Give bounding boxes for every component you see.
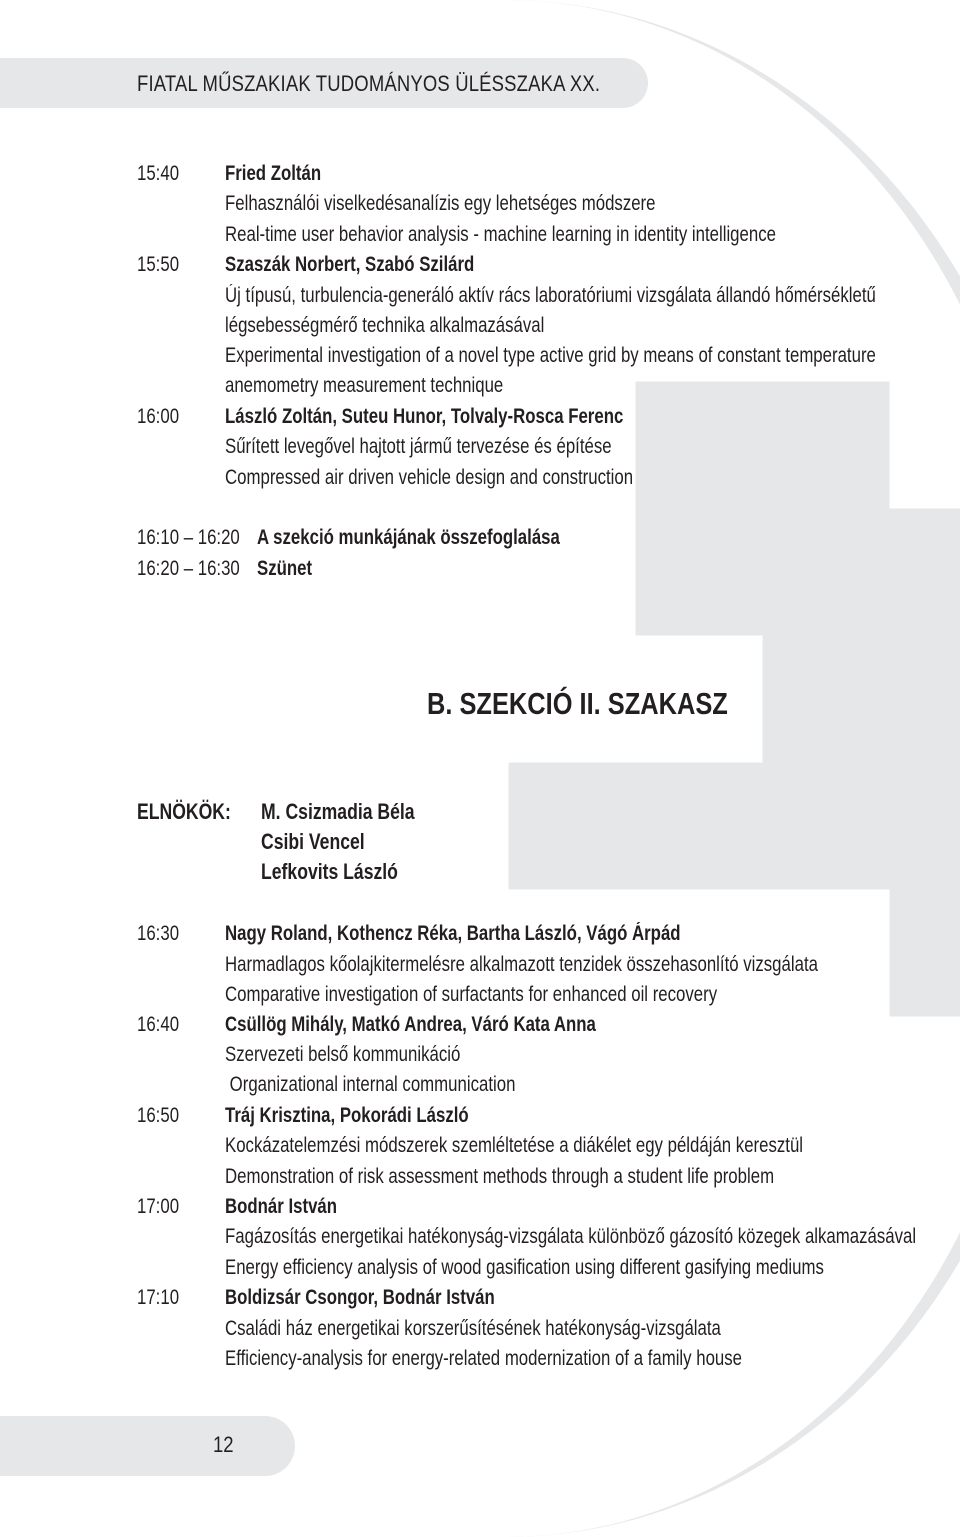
talk-title-en: Demonstration of risk assessment methods through a student life problem: [225, 1165, 775, 1188]
talk-title-hu: Kockázatelemzési módszerek szemléltetése a diákélet egy példáján keresztül: [225, 1134, 804, 1157]
talk-authors: Tráj Krisztina, Pokorádi László: [225, 1104, 469, 1127]
break-label: A szekció munkájának összefoglalása: [257, 526, 560, 549]
talk-title-hu: Felhasználói viselkedésanalízis egy lehetséges módszere: [225, 192, 656, 215]
talk-title-hu: Családi ház energetikai korszerűsítésének hatékonyság-vizsgálata: [225, 1317, 721, 1340]
chair-name: Csibi Vencel: [261, 829, 365, 854]
break-label: Szünet: [257, 557, 313, 580]
talk-time: 17:10: [137, 1286, 180, 1309]
talk-time: 16:50: [137, 1104, 180, 1127]
talk-title-en: Experimental investigation of a novel type active grid by means of constant temperature: [225, 344, 876, 367]
talk-title-hu: Új típusú, turbulencia-generáló aktív rács laboratóriumi vizsgálata állandó hőmérsékletű: [225, 284, 876, 307]
talk-title-en: Compressed air driven vehicle design and construction: [225, 466, 634, 489]
talk-title-en: Comparative investigation of surfactants for enhanced oil recovery: [225, 983, 718, 1006]
page-header-title: FIATAL MŰSZAKIAK TUDOMÁNYOS ÜLÉSSZAKA XX.: [137, 71, 601, 96]
talk-title-hu: Sűrített levegővel hajtott jármű tervezése és építése: [225, 435, 612, 458]
talk-authors: László Zoltán, Suteu Hunor, Tolvaly-Rosca Ferenc: [225, 405, 624, 428]
talk-title-en: Efficiency-analysis for energy-related modernization of a family house: [225, 1347, 743, 1370]
talk-authors: Nagy Roland, Kothencz Réka, Bartha László, Vágó Árpád: [225, 922, 681, 945]
page-number-tab: [0, 1416, 295, 1476]
chair-name: M. Csizmadia Béla: [261, 799, 415, 824]
talk-time: 16:00: [137, 405, 180, 428]
talk-title-en: Real-time user behavior analysis - machine learning in identity intelligence: [225, 223, 776, 246]
break-time: 16:20 – 16:30: [137, 557, 240, 580]
talk-authors: Csüllög Mihály, Matkó Andrea, Váró Kata Anna: [225, 1013, 596, 1036]
talk-time: 16:40: [137, 1013, 180, 1036]
talk-time: 15:50: [137, 253, 180, 276]
section-title: B. SZEKCIÓ II. SZAKASZ: [427, 686, 728, 721]
talk-title-en: Organizational internal communication: [225, 1073, 516, 1096]
talk-time: 17:00: [137, 1195, 180, 1218]
talk-authors: Fried Zoltán: [225, 162, 322, 185]
talk-time: 16:30: [137, 922, 180, 945]
talk-title-hu: légsebességmérő technika alkalmazásával: [225, 314, 545, 337]
talk-authors: Bodnár István: [225, 1195, 338, 1218]
chair-name: Lefkovits László: [261, 859, 398, 884]
break-time: 16:10 – 16:20: [137, 526, 240, 549]
talk-authors: Szaszák Norbert, Szabó Szilárd: [225, 253, 475, 276]
talk-title-hu: Harmadlagos kőolajkitermelésre alkalmazott tenzidek összehasonlító vizsgálata: [225, 953, 818, 976]
talk-title-hu: Szervezeti belső kommunikáció: [225, 1043, 461, 1066]
talk-authors: Boldizsár Csongor, Bodnár István: [225, 1286, 495, 1309]
page-number: 12: [213, 1432, 234, 1457]
talk-title-hu: Fagázosítás energetikai hatékonyság-vizsgálata különböző gázosító közegek alkamazásával: [225, 1225, 917, 1248]
talk-time: 15:40: [137, 162, 180, 185]
chairs-label: ELNÖKÖK:: [137, 799, 231, 824]
talk-title-en: Energy efficiency analysis of wood gasification using different gasifying mediums: [225, 1256, 824, 1279]
talk-title-en: anemometry measurement technique: [225, 374, 504, 397]
